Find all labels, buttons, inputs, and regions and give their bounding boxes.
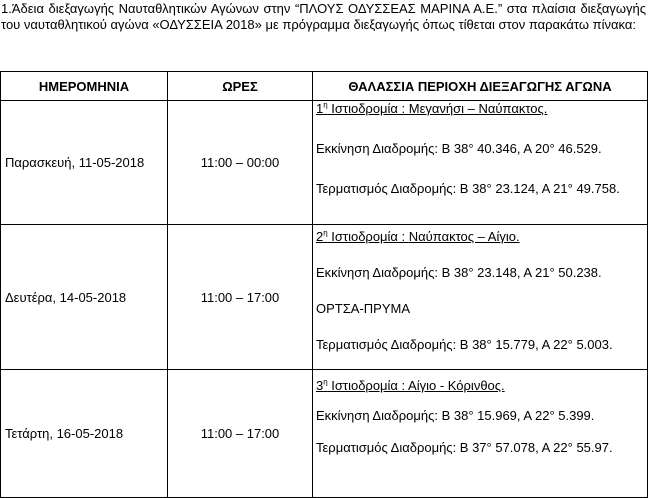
date-cell: Δευτέρα, 14-05-2018 <box>1 225 168 370</box>
route-end: Τερματισμός Διαδρομής: Β 38° 23.124, Α 21° 49.758. <box>316 181 620 196</box>
route-ordinal: η <box>323 100 328 110</box>
route-ordinal: η <box>323 228 328 238</box>
route-title <box>316 378 647 394</box>
header-date: ΗΜΕΡΟΜΗΝΙΑ <box>1 72 168 101</box>
header-area: ΘΑΛΑΣΣΙΑ ΠΕΡΙΟΧΗ ΔΙΕΞΑΓΩΓΗΣ ΑΓΩΝΑ <box>313 72 648 101</box>
hours-cell: 11:00 – 00:00 <box>168 101 313 225</box>
area-cell <box>313 225 648 370</box>
route-title <box>316 101 647 117</box>
route-number: 2 <box>316 229 324 244</box>
route-start: Εκκίνηση Διαδρομής: Β 38° 40.346, Α 20° 46.529. <box>316 141 602 156</box>
route-note: ΟΡΤΣΑ-ΠΡΥΜΑ <box>316 301 410 316</box>
route-start: Εκκίνηση Διαδρομής: Β 38° 15.969, Α 22° 5.399. <box>316 408 595 423</box>
hours-cell: 11:00 – 17:00 <box>168 370 313 498</box>
date-cell: Παρασκευή, 11-05-2018 <box>1 101 168 225</box>
table-row <box>1 101 648 225</box>
route-end: Τερματισμός Διαδρομής: Β 37° 57.078, Α 22° 55.97. <box>316 440 613 455</box>
area-cell <box>313 101 648 225</box>
date-cell: Τετάρτη, 16-05-2018 <box>1 370 168 498</box>
route-end: Τερματισμός Διαδρομής: Β 38° 15.779, Α 22° 5.003. <box>316 337 613 352</box>
hours-cell: 11:00 – 17:00 <box>168 225 313 370</box>
table-row <box>1 370 648 498</box>
intro-paragraph: 1.Άδεια διεξαγωγής Ναυταθλητικών Αγώνων στην “ΠΛΟΥΣ ΟΔΥΣΣΕΑΣ ΜΑΡΙΝΑ Α.Ε.” στα πλαίσια διεξαγωγής του ναυταθλητικού αγώνα «ΟΔΥΣΣΕΙΑ 2018» με πρόγραμμα διεξαγωγής όπως τίθεται στον παρακάτω πίνακα: <box>1 1 646 32</box>
route-name: Ιστιοδρομία : Αίγιο - Κόρινθος. <box>327 378 505 393</box>
area-cell <box>313 370 648 498</box>
route-name: Ιστιοδρομία : Ναύπακτος – Αίγιο. <box>327 229 520 244</box>
route-name: Ιστιοδρομία : Μεγανήσι – Ναύπακτος. <box>327 101 548 116</box>
route-ordinal: η <box>323 377 328 387</box>
route-title <box>316 229 647 245</box>
schedule-table <box>0 71 648 498</box>
route-number: 1 <box>316 101 324 116</box>
table-row <box>1 225 648 370</box>
route-number: 3 <box>316 378 324 393</box>
route-start: Εκκίνηση Διαδρομής: Β 38° 23.148, Α 21° 50.238. <box>316 265 602 280</box>
table-header-row <box>1 72 648 101</box>
header-hours: ΩΡΕΣ <box>168 72 313 101</box>
